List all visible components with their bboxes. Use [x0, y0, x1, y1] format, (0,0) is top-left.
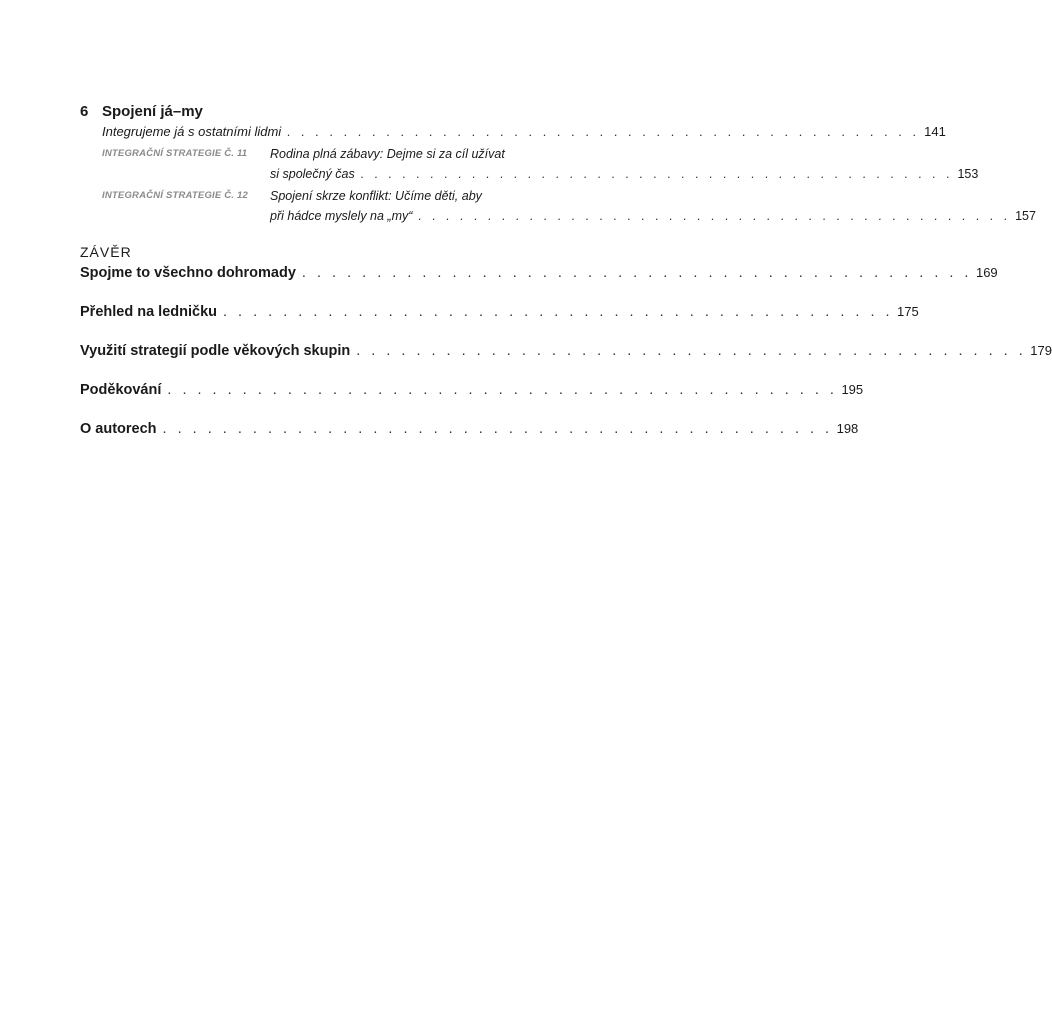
strategy-title-line1: Rodina plná zábavy: Dejme si za cíl užívat — [270, 147, 505, 161]
entry-text: Poděkování — [80, 382, 162, 398]
dot-leader: . . . . . . . . . . . . . . . . . . . . . . . . . . . . . . . . . . . . . . . . . . . . . — [301, 265, 972, 281]
toc-entry[interactable] — [80, 302, 919, 322]
chapter-6 — [80, 102, 1036, 226]
dot-leader: . . . . . . . . . . . . . . . . . . . . . . . . . . . . . . . . . . . . . . . . . . . . . — [287, 124, 921, 139]
section-label: ZÁVĚR — [80, 244, 132, 260]
page-number: 157 — [1015, 209, 1036, 223]
entry-text: Přehled na ledničku — [80, 304, 217, 320]
dot-leader: . . . . . . . . . . . . . . . . . . . . . . . . . . . . . . . . . . . . . . . . . . . . . — [167, 382, 838, 398]
chapter-heading — [80, 102, 602, 122]
page-number: 141 — [924, 124, 946, 139]
dot-leader: . . . . . . . . . . . . . . . . . . . . . . . . . . . . . . . . . . . . . . . . . . . . . — [356, 343, 1027, 359]
strategy-entry[interactable] — [102, 144, 979, 184]
strategy-label: INTEGRAČNÍ STRATEGIE Č. 12 — [102, 190, 248, 201]
dot-leader: . . . . . . . . . . . . . . . . . . . . . . . . . . . . . . . . . . . . . . . . . . . . . — [162, 421, 833, 437]
dot-leader: . . . . . . . . . . . . . . . . . . . . . . . . . . . . . . . . . . . . . . . . . . . . . — [223, 304, 894, 320]
entry-text: Využití strategií podle věkových skupin — [80, 343, 351, 359]
toc-entry[interactable] — [80, 380, 864, 400]
chapter-number: 6 — [80, 103, 89, 120]
toc-entry[interactable] — [80, 263, 998, 283]
toc-entry[interactable] — [80, 419, 859, 439]
dot-leader: . . . . . . . . . . . . . . . . . . . . . . . . . . . . . . . . . . . . . . . . . . . — [360, 167, 954, 181]
strategy-entry[interactable] — [102, 186, 1036, 226]
page-number: 169 — [975, 265, 998, 280]
page-number: 179 — [1030, 343, 1052, 358]
strategy-title-line2: při hádce myslely na „my“ — [270, 209, 413, 223]
chapter-title: Spojení já–my — [102, 103, 203, 120]
page-number: 175 — [897, 304, 919, 319]
entry-text: O autorech — [80, 421, 157, 437]
page-number: 195 — [841, 382, 864, 397]
toc-entry[interactable] — [102, 122, 946, 142]
toc-entry[interactable] — [80, 341, 1052, 361]
page-number: 198 — [836, 421, 859, 436]
entry-text: Spojme to všechno dohromady — [80, 265, 296, 281]
page-number: 153 — [957, 167, 979, 181]
strategy-label: INTEGRAČNÍ STRATEGIE Č. 11 — [102, 148, 248, 159]
entry-text: Integrujeme já s ostatními lidmi — [102, 124, 282, 139]
strategy-title-line2: si společný čas — [270, 167, 355, 181]
strategy-title-line1: Spojení skrze konflikt: Učíme děti, aby — [270, 189, 482, 203]
dot-leader: . . . . . . . . . . . . . . . . . . . . . . . . . . . . . . . . . . . . . . . . . . . — [418, 209, 1012, 223]
